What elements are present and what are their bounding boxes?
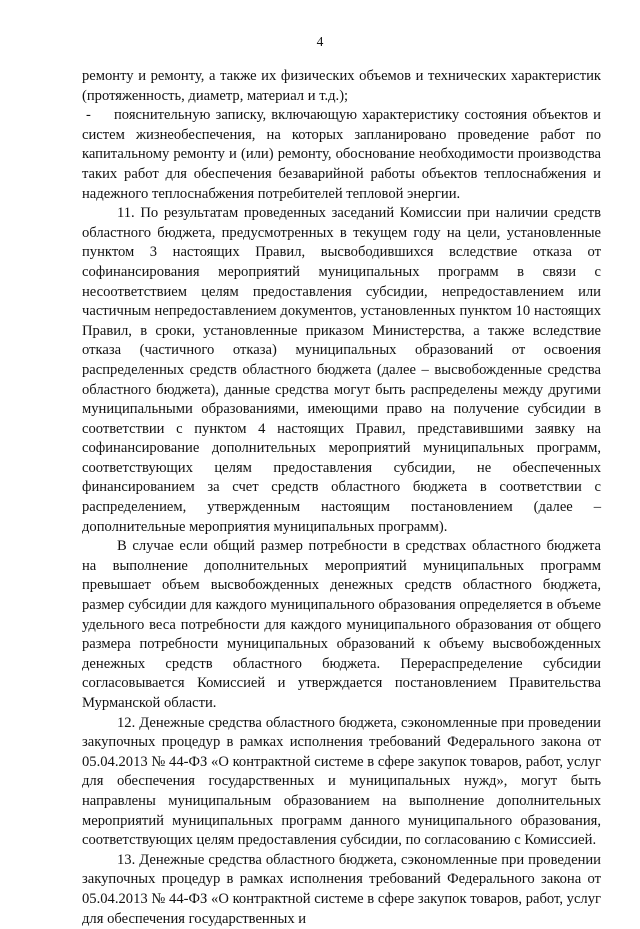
paragraph-clause-11: 11. По результатам проведенных заседаний Комиссии при наличии средств областного бюджета, предусмотренных в текущем году на цели, установленные пунктом 3 настоящих Правил, высвободившихся вследствие отказа от софинансирования мероприятий муниципальных программ в связи с несоответствием целям предоставления субсидии, непредоставлением или частичным непредоставлением документов, установленных пунктом 10 настоящих Правил, в сроки, установленные приказом Министерства, а также вследствие отказа (частичного отказа) муниципальных образований от освоения распределенных средств областного бюджета (далее – высвобожденные средства областного бюджета), данные средства могут быть распределены между другими муниципальными образованиями, имеющими право на получение субсидии в соответствии с пунктом 4 настоящих Правил, представившими заявку на софинансирование дополнительных мероприятий муниципальных программ, соответствующих целям предоставления субсидии, не обеспеченных финансированием за счет средств областного бюджета в соответствии с распределением, утвержденным настоящим постановлением (далее – дополнительные мероприятия муниципальных программ). — [82, 205, 601, 535]
list-dash-marker: - — [86, 107, 91, 124]
paragraph-redistribution: В случае если общий размер потребности в средствах областного бюджета на выполнение дополнительных мероприятий муниципальных программ превышает объем высвобожденных денежных средств областного бюджета, размер субсидии для каждого муниципального образования определяется в объеме удельного веса потребности для каждого муниципального образования от общего размера потребности муниципальных образований к объему высвобожденных денежных средств областного бюджета. Перераспределение субсидии согласовывается Комиссией и утверждается постановлением Правительства Мурманской области. — [82, 538, 601, 711]
list-item-explanatory-note — [82, 106, 601, 204]
page-number: 4 — [316, 34, 324, 49]
paragraph-continuation: ремонту и ремонту, а также их физических объемов и технических характеристик (протяженность, диаметр, материал и т.д.); — [82, 68, 601, 104]
paragraph-clause-13: 13. Денежные средства областного бюджета, сэкономленные при проведении закупочных процедур в рамках исполнения требований Федерального закона от 05.04.2013 № 44-ФЗ «О контрактной системе в сфере закупок товаров, работ, услуг для обеспечения государственных и — [82, 851, 601, 927]
document-body — [82, 67, 601, 929]
list-item-text: пояснительную записку, включающую характеристику состояния объектов и систем жизнеобеспечения, на которых запланировано проведение работ по капитальному ремонту и (или) ремонту, обоснование необходимости производства таких работ для обеспечения безаварийной работы объектов теплоснабжения и надежного теплоснабжения потребителей тепловой энергии. — [82, 107, 601, 202]
paragraph-clause-12: 12. Денежные средства областного бюджета, сэкономленные при проведении закупочных процедур в рамках исполнения требований Федерального закона от 05.04.2013 № 44-ФЗ «О контрактной системе в сфере закупок товаров, работ, услуг для обеспечения государственных и муниципальных нужд», могут быть направлены муниципальным образованием на выполнение дополнительных мероприятий муниципальных программ данного муниципального образования, соответствующих целям предоставления субсидии, по согласованию с Комиссией. — [82, 714, 601, 849]
